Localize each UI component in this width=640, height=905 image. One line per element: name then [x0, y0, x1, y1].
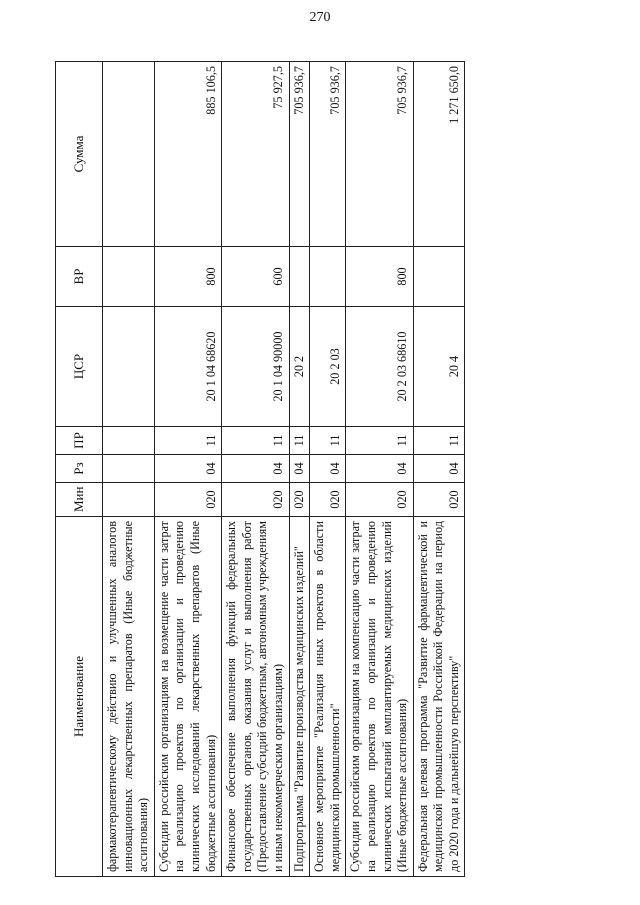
- row-sum: 705 936,7: [310, 62, 346, 247]
- row-rz: 04: [310, 455, 346, 483]
- table-row: [289, 62, 310, 877]
- row-csr: 20 1 04 90000: [222, 307, 289, 427]
- header-pr: ПР: [56, 427, 103, 455]
- row-rz: 04: [289, 455, 310, 483]
- row-pr: 11: [310, 427, 346, 455]
- table-row: [154, 62, 221, 877]
- row-min: 020: [289, 483, 310, 517]
- row-sum: 705 936,7: [289, 62, 310, 247]
- row-vr: [310, 247, 346, 307]
- row-vr: 600: [222, 247, 289, 307]
- row-name: Подпрограмма "Развитие производства медицинских изделий": [289, 517, 310, 877]
- header-rz: Рз: [56, 455, 103, 483]
- table-row: [413, 62, 465, 877]
- row-csr: 20 4: [413, 307, 465, 427]
- row-pr: 11: [346, 427, 413, 455]
- row-name: Субсидии российским организациям на возмещение части затрат на реализацию проектов по организации и проведению клинических исследований лекарственных препаратов (Иные бюджетные ассигнования): [154, 517, 221, 877]
- header-name: Наименование: [56, 517, 103, 877]
- row-csr: 20 2 03 68610: [346, 307, 413, 427]
- row-sum: 885 106,5: [154, 62, 221, 247]
- row-pr: [103, 427, 155, 455]
- row-min: 020: [154, 483, 221, 517]
- row-rz: 04: [222, 455, 289, 483]
- row-rz: 04: [346, 455, 413, 483]
- row-min: 020: [346, 483, 413, 517]
- row-sum: [103, 62, 155, 247]
- row-name: фармакотерапевтическому действию и улучшенных аналогов инновационных лекарственных препаратов (Иные бюджетные ассигнования): [103, 517, 155, 877]
- row-rz: 04: [413, 455, 465, 483]
- row-min: 020: [222, 483, 289, 517]
- row-sum: 75 927,5: [222, 62, 289, 247]
- table-header-row: [56, 62, 103, 877]
- row-name: Субсидии российским организациям на компенсацию части затрат на реализацию проектов по организации и проведению клинических испытаний имплантируемых медицинских изделий (Иные бюджетные ассигнования): [346, 517, 413, 877]
- table-row: [103, 62, 155, 877]
- row-min: 020: [413, 483, 465, 517]
- table-row: [346, 62, 413, 877]
- budget-table: [55, 61, 465, 877]
- row-sum: 705 936,7: [346, 62, 413, 247]
- row-rz: 04: [154, 455, 221, 483]
- row-name: Основное мероприятие "Реализация иных проектов в области медицинской промышленности": [310, 517, 346, 877]
- header-csr: ЦСР: [56, 307, 103, 427]
- row-pr: 11: [222, 427, 289, 455]
- header-sum: Сумма: [56, 62, 103, 247]
- row-name: Федеральная целевая программа "Развитие фармацевтической и медицинской промышленности Российской Федерации на период до 2020 года и дальнейшую перспективу": [413, 517, 465, 877]
- table-row: [222, 62, 289, 877]
- row-min: 020: [310, 483, 346, 517]
- row-csr: 20 2: [289, 307, 310, 427]
- row-vr: [413, 247, 465, 307]
- row-rz: [103, 455, 155, 483]
- row-vr: 800: [346, 247, 413, 307]
- row-vr: [103, 247, 155, 307]
- row-sum: 1 271 650,0: [413, 62, 465, 247]
- rotated-budget-sheet: [55, 62, 585, 877]
- page-number: 270: [309, 10, 331, 25]
- header-min: Мин: [56, 483, 103, 517]
- row-csr: [103, 307, 155, 427]
- row-name: Финансовое обеспечение выполнения функций федеральных государственных органов, оказания услуг и выполнения работ (Предоставление субсидий бюджетным, автономным учреждениям и иным некоммерческим организациям): [222, 517, 289, 877]
- header-vr: ВР: [56, 247, 103, 307]
- row-pr: 11: [154, 427, 221, 455]
- row-pr: 11: [413, 427, 465, 455]
- row-min: [103, 483, 155, 517]
- table-row: [310, 62, 346, 877]
- row-vr: [289, 247, 310, 307]
- row-vr: 800: [154, 247, 221, 307]
- row-pr: 11: [289, 427, 310, 455]
- row-csr: 20 2 03: [310, 307, 346, 427]
- row-csr: 20 1 04 68620: [154, 307, 221, 427]
